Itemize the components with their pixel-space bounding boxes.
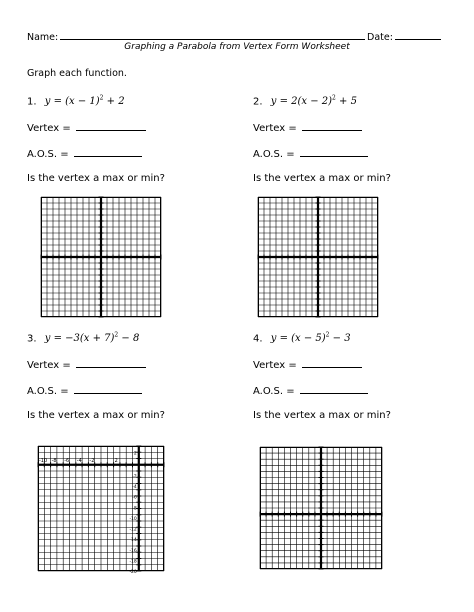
aos-label: A.O.S. = <box>253 149 295 160</box>
aos-label: A.O.S. = <box>27 149 69 160</box>
problem-3-equation: $y = -3(x + 7)^2 - 8$ <box>44 332 140 345</box>
problem-4-number: 4. <box>253 333 263 345</box>
problem-4 <box>253 330 351 345</box>
aos-blank[interactable] <box>300 147 368 157</box>
vertex-blank[interactable] <box>76 121 146 131</box>
vertex-blank[interactable] <box>302 358 362 368</box>
x-tick-label: 2 <box>114 457 118 464</box>
vertex-blank[interactable] <box>76 358 146 368</box>
y-tick-label: -2 <box>132 474 137 480</box>
problem-2-number: 2. <box>253 96 263 108</box>
vertex-blank[interactable] <box>302 121 362 131</box>
x-tick-label: -6 <box>64 457 70 464</box>
name-label: Name: <box>27 32 59 43</box>
aos-label: A.O.S. = <box>253 386 295 397</box>
date-label: Date: <box>367 32 393 43</box>
y-tick-label: -4 <box>132 485 137 490</box>
graph-grid-1[interactable] <box>41 197 161 317</box>
graph-grid-2[interactable] <box>258 197 378 317</box>
graph-grid-3[interactable] <box>38 446 164 575</box>
y-tick-label: -8 <box>132 506 137 512</box>
problem-2-aos[interactable] <box>253 147 368 161</box>
problem-1 <box>27 93 125 108</box>
x-tick-label: -8 <box>51 457 57 464</box>
problem-4-equation: $y = (x - 5)^2 - 3$ <box>270 332 351 345</box>
aos-blank[interactable] <box>300 384 368 394</box>
problem-4-aos[interactable] <box>253 384 368 398</box>
x-tick-label: -10 <box>39 457 48 464</box>
vertex-label: Vertex = <box>27 360 71 371</box>
problem-2 <box>253 93 357 108</box>
problem-4-vertex[interactable] <box>253 358 362 372</box>
problem-2-equation: $y = 2(x - 2)^2 + 5$ <box>270 95 357 108</box>
problem-1-vertex[interactable] <box>27 121 146 135</box>
graph-grid-4[interactable] <box>260 447 382 569</box>
vertex-label: Vertex = <box>253 123 297 134</box>
problem-1-question: Is the vertex a max or min? <box>27 173 165 184</box>
problem-1-aos[interactable] <box>27 147 142 161</box>
aos-label: A.O.S. = <box>27 386 69 397</box>
problem-1-equation: $y = (x - 1)^2 + 2$ <box>44 95 125 108</box>
problem-3-vertex[interactable] <box>27 358 146 372</box>
instructions: Graph each function. <box>27 68 127 79</box>
page-title: Graphing a Parabola from Vertex Form Worksheet <box>124 42 350 52</box>
aos-blank[interactable] <box>74 384 142 394</box>
problem-3-number: 3. <box>27 333 37 345</box>
vertex-label: Vertex = <box>253 360 297 371</box>
problem-2-question: Is the vertex a max or min? <box>253 173 391 184</box>
aos-blank[interactable] <box>74 147 142 157</box>
y-tick-label: -10 <box>129 516 137 522</box>
problem-2-vertex[interactable] <box>253 121 362 135</box>
y-tick-label: -18 <box>129 559 137 565</box>
x-tick-label: -2 <box>89 457 95 464</box>
problem-3 <box>27 330 139 345</box>
y-tick-label: 2 <box>133 451 137 457</box>
problem-1-number: 1. <box>27 96 37 108</box>
date-blank[interactable] <box>395 30 441 40</box>
name-blank[interactable] <box>60 30 365 40</box>
vertex-label: Vertex = <box>27 123 71 134</box>
problem-3-aos[interactable] <box>27 384 142 398</box>
y-tick-label: -12 <box>129 527 137 533</box>
x-tick-label: -4 <box>76 457 82 464</box>
y-tick-label: -16 <box>129 548 137 554</box>
y-tick-label: -20 <box>129 570 137 575</box>
y-tick-label: -6 <box>132 495 137 501</box>
y-tick-label: -14 <box>129 538 137 544</box>
problem-3-question: Is the vertex a max or min? <box>27 410 165 421</box>
problem-4-question: Is the vertex a max or min? <box>253 410 391 421</box>
